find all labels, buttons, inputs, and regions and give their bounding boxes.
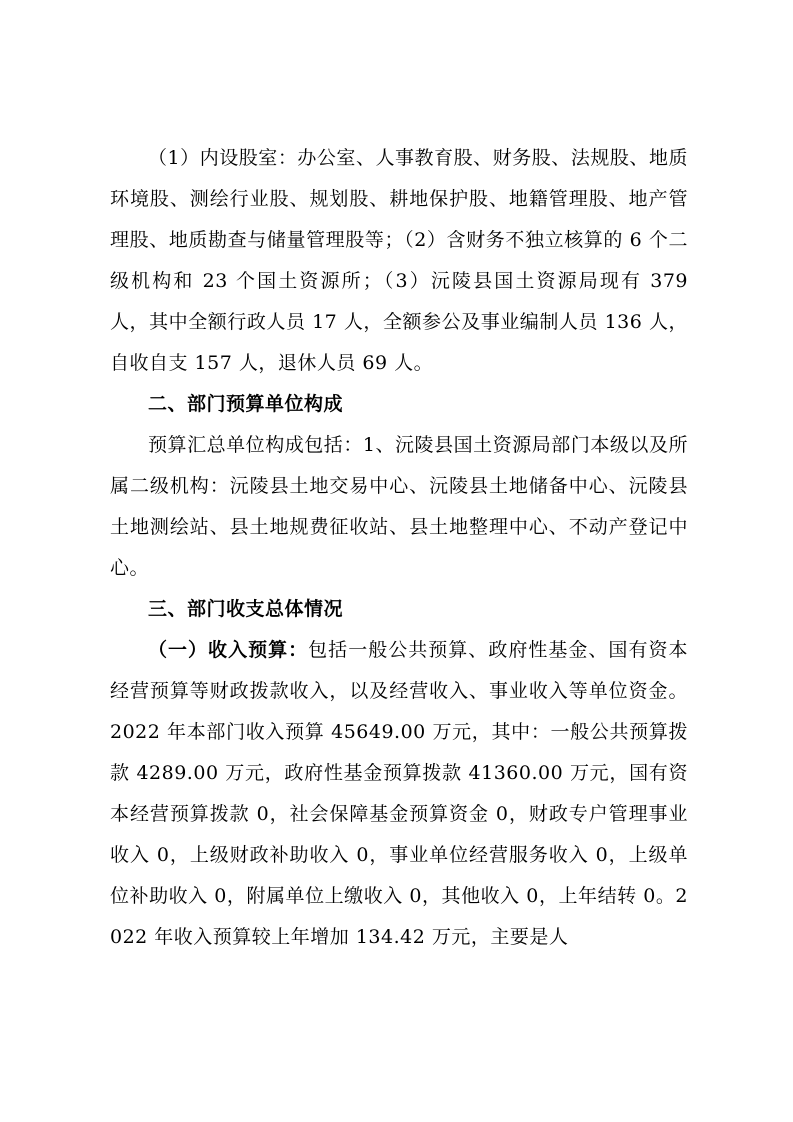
paragraph-body-income-budget: 包括一般公共预算、政府性基金、国有资本经营预算等财政拨款收入，以及经营收入、事业收入等单位资金。2022 年本部门收入预算 45649.00 万元，其中：一般公共预算拨款 4289.00 万元，政府性基金预算拨款 41360.00 万元，国有资本经营预算拨款 0，社会保障基金预算资金 0，财政专户管理事业收入 0，上级财政补助收入 0，事业单位经营服务收入 0，上级单位补助收入 0，附属单位上缴收入 0，其他收入 0，上年结转 0。2022 年收入预算较上年增加 134.42 万元，主要是人 xyxy=(110,639,688,948)
paragraph-income-budget xyxy=(110,630,688,958)
section-heading-income-expenditure: 三、部门收支总体情况 xyxy=(148,598,344,620)
paragraph-budget-units: 预算汇总单位构成包括：1、沅陵县国土资源局部门本级以及所属二级机构：沅陵县土地交易中心、沅陵县土地储备中心、沅陵县土地测绘站、县土地规费征收站、县土地整理中心、不动产登记中心。 xyxy=(110,434,688,579)
paragraph-lead-income-budget: （一）收入预算： xyxy=(148,639,309,661)
section-heading-budget-units: 二、部门预算单位构成 xyxy=(148,393,344,415)
paragraph-department-structure: （1）内设股室：办公室、人事教育股、财务股、法规股、地质环境股、测绘行业股、规划股、耕地保护股、地籍管理股、地产管理股、地质勘查与储量管理股等；（2）含财务不独立核算的 6 个二级机构和 23 个国土资源所；（3）沅陵县国土资源局现有 379 人，其中全额行政人员 17 人，全额参公及事业编制人员 136 人，自收自支 157 人，退休人员 69 人。 xyxy=(110,147,688,374)
document-page xyxy=(110,138,688,958)
